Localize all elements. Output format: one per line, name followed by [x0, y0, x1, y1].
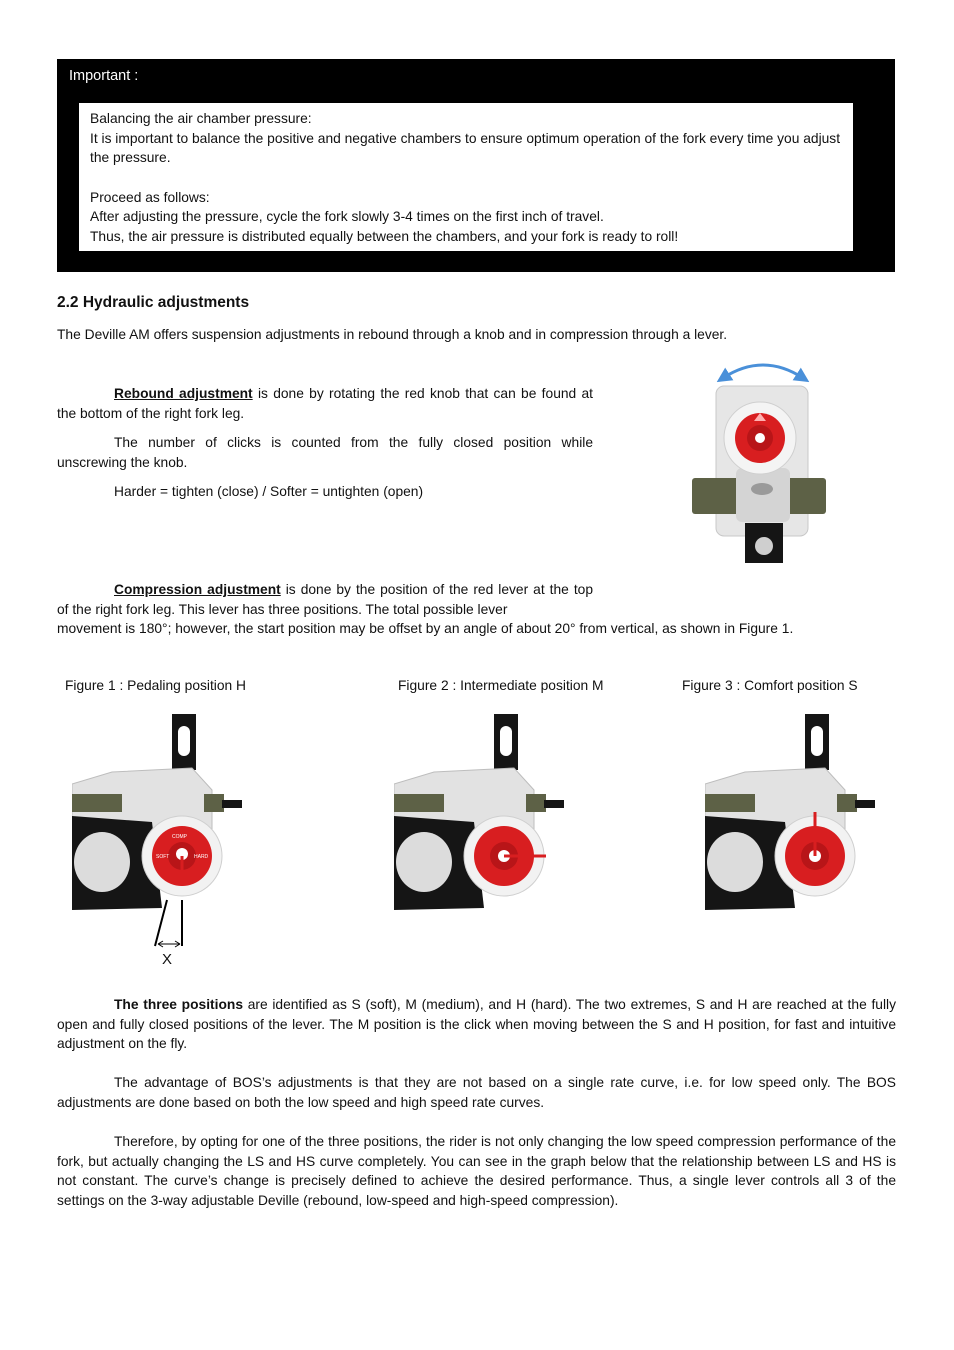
positions-text: are identified as S (soft), M (medium), and H (hard). The two extremes, S and H are reached at the fully open and fully closed positions of the lever. The M position is the click when moving between the S and H position, for fast and intuitive adjustment on the fly. — [57, 997, 896, 1052]
rotation-arrow-icon — [723, 365, 803, 378]
figure-1-caption: Figure 1 : Pedaling position H — [65, 678, 246, 693]
section-intro: The Deville AM offers suspension adjustments in rebound through a knob and in compression through a lever. — [57, 327, 728, 342]
important-line-2: Thus, the air pressure is distributed equally between the chambers, and your fork is ready to roll! — [90, 229, 679, 245]
compression-paragraph — [57, 580, 593, 619]
positions-paragraph — [57, 995, 896, 1054]
important-line-1: After adjusting the pressure, cycle the fork slowly 3-4 times on the first inch of travel. — [90, 209, 604, 225]
important-heading: Balancing the air chamber pressure: — [90, 111, 312, 126]
figure-3-caption: Figure 3 : Comfort position S — [682, 678, 858, 693]
knob-label-comp: COMP — [172, 834, 187, 840]
important-content — [79, 103, 853, 251]
compression-text: is done by the position of the red lever at the top of the right fork leg. This lever has three positions. The total possible lever — [57, 582, 593, 617]
compression-knob-icon — [152, 826, 212, 886]
important-title: Important : — [69, 68, 139, 84]
knob-label-soft: SOFT — [156, 854, 170, 860]
section-title: 2.2 Hydraulic adjustments — [57, 294, 250, 311]
figure-2-caption: Figure 2 : Intermediate position M — [398, 678, 604, 693]
rebound-paragraph — [57, 384, 593, 423]
compression-text-cont: movement is 180°; however, the start position may be offset by an angle of about 20° from vertical, as shown in Figure 1. — [57, 621, 794, 636]
figure-2-fork-illustration — [394, 712, 574, 916]
rebound-term: Rebound adjustment — [114, 386, 253, 401]
rebound-knob-illustration — [686, 358, 836, 564]
x-angle-label: X — [162, 951, 173, 968]
figure-3-fork-illustration — [705, 712, 885, 916]
advantage-paragraph: The advantage of BOS’s adjustments is that they are not based on a single rate curve, i.e. for low speed only. The BOS adjustments are done based on both the low speed and high speed rate curves. — [57, 1075, 896, 1110]
therefore-paragraph: Therefore, by opting for one of the three positions, the rider is not only changing the low speed compression performance of the fork, but actually changing the LS and HS curve completely. You can see in the graph below that the relationship between LS and HS is not constant. The curve’s change is precisely defined to achieve the desired performance. Thus, a single lever controls all 3 of the settings on the 3-way adjustable Deville (rebound, low-speed and high-speed compression). — [57, 1134, 896, 1208]
important-para: It is important to balance the positive and negative chambers to ensure optimum operation of the fork every time you adjust the pressure. — [90, 130, 841, 166]
compression-term: Compression adjustment — [114, 582, 281, 597]
rebound-text: is done by rotating the red knob that can be found at the bottom of the right fork leg. — [57, 386, 593, 421]
important-box — [57, 59, 895, 272]
positions-term: The three positions — [114, 997, 243, 1012]
rebound-harder: Harder = tighten (close) / Softer = untighten (open) — [114, 484, 424, 499]
rebound-knob-icon — [735, 413, 785, 463]
knob-label-hard: HARD — [194, 854, 209, 860]
rebound-clicks: The number of clicks is counted from the fully closed position while unscrewing the knob. — [57, 435, 593, 470]
figure-1-fork-illustration — [72, 712, 252, 948]
important-heading-2: Proceed as follows: — [90, 189, 210, 205]
